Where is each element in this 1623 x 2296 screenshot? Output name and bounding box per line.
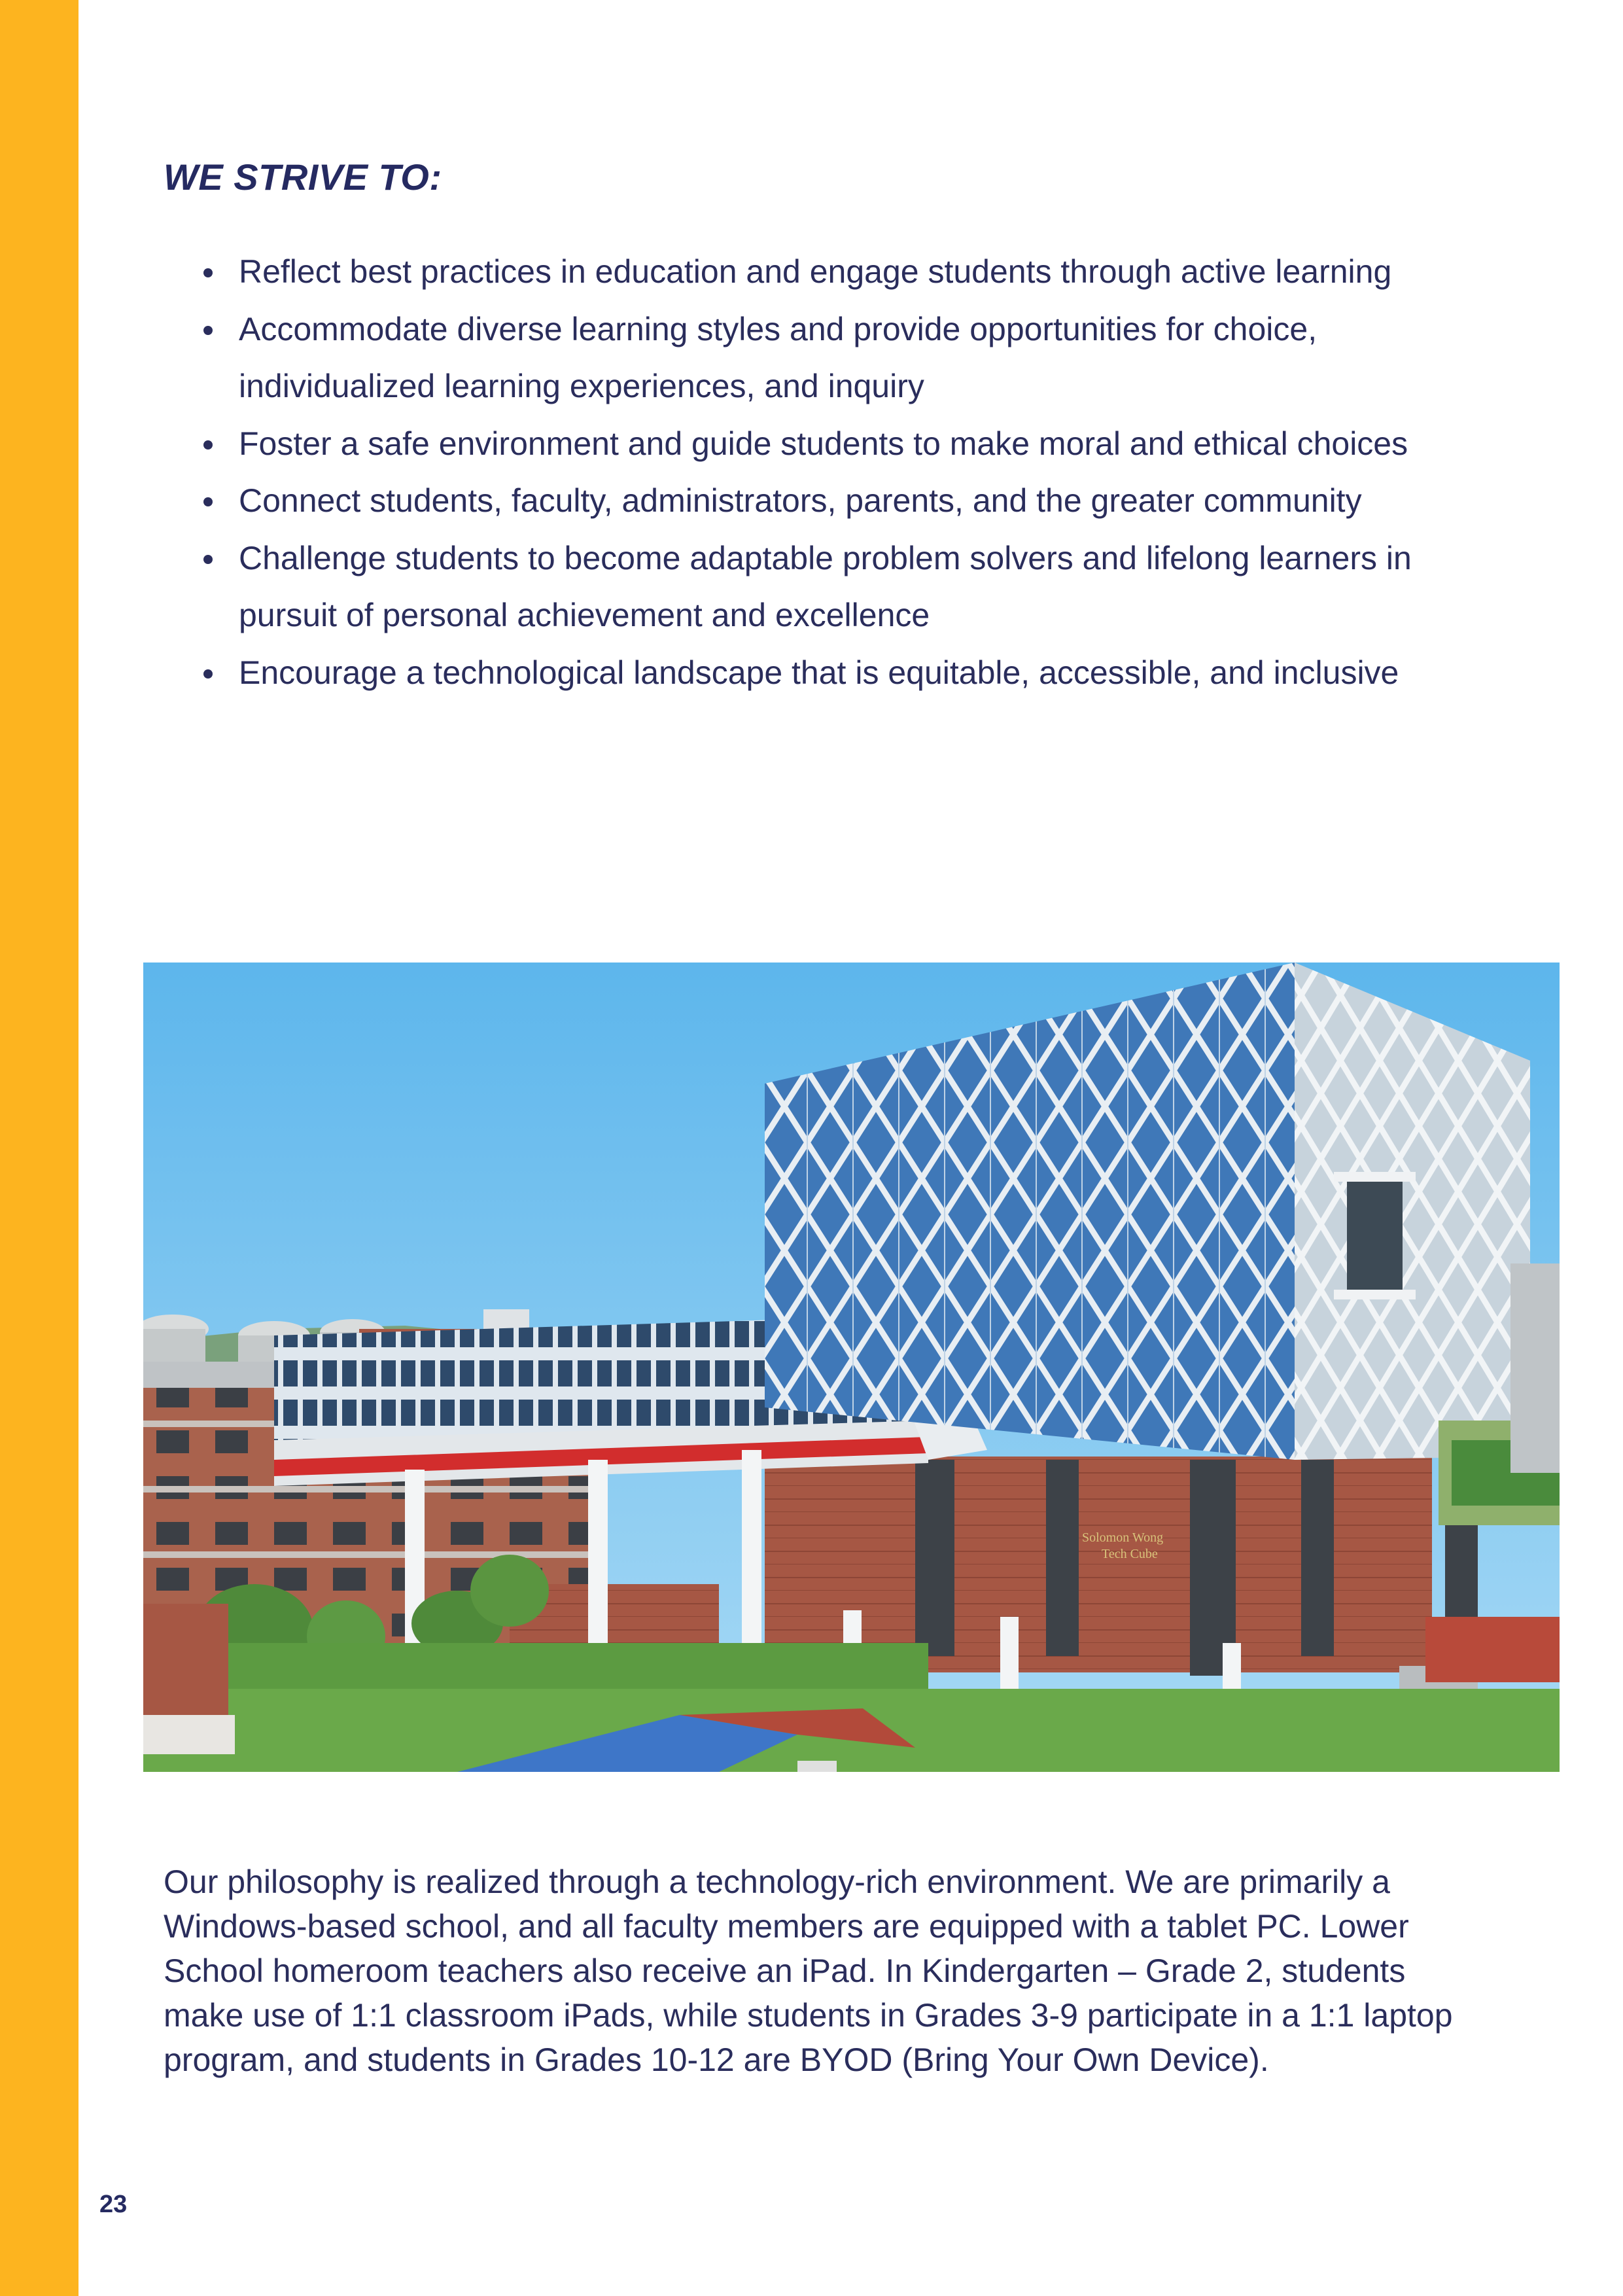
bullet-icon [203, 268, 213, 277]
bullet-icon [203, 497, 213, 506]
list-item-text: Connect students, faculty, administrators, parents, and the greater community [239, 482, 1362, 519]
list-item [200, 530, 1482, 645]
bullet-icon [203, 326, 213, 335]
strive-list [200, 243, 1482, 701]
philosophy-paragraph: Our philosophy is realized through a technology-rich environment. We are primarily a Windows-based school, and all faculty members are equipped with a tablet PC. Lower School homeroom teachers also receive an iPad. In Kindergarten – Grade 2, students make use of 1:1 classroom iPads, while students in Grades 3-9 participate in a 1:1 laptop program, and students in Grades 10-12 are BYOD (Bring Your Own Device). [164, 1863, 1453, 2078]
page-number: 23 [99, 2191, 128, 2218]
list-item [200, 415, 1482, 473]
accent-sidebar [0, 0, 79, 2296]
list-item [200, 472, 1482, 530]
section-heading: WE STRIVE TO: [164, 156, 442, 198]
list-item-text: Reflect best practices in education and engage students through active learning [239, 253, 1392, 290]
campus-building-photo [143, 963, 1560, 1772]
list-item [200, 645, 1482, 702]
list-item [200, 243, 1482, 301]
building-sign-line-2: Tech Cube [1102, 1547, 1158, 1561]
bullet-icon [203, 440, 213, 450]
list-item-text: Accommodate diverse learning styles and provide opportunities for choice, individualized learning experiences, and inquiry [239, 310, 1318, 404]
list-item-text: Challenge students to become adaptable problem solvers and lifelong learners in pursuit of personal achievement and excellence [239, 539, 1412, 633]
list-item-text: Foster a safe environment and guide students to make moral and ethical choices [239, 425, 1408, 462]
building-sign-line-1: Solomon Wong [1082, 1530, 1164, 1545]
list-item [200, 301, 1482, 415]
bullet-icon [203, 555, 213, 564]
bullet-icon [203, 669, 213, 679]
list-item-text: Encourage a technological landscape that is equitable, accessible, and inclusive [239, 654, 1399, 691]
